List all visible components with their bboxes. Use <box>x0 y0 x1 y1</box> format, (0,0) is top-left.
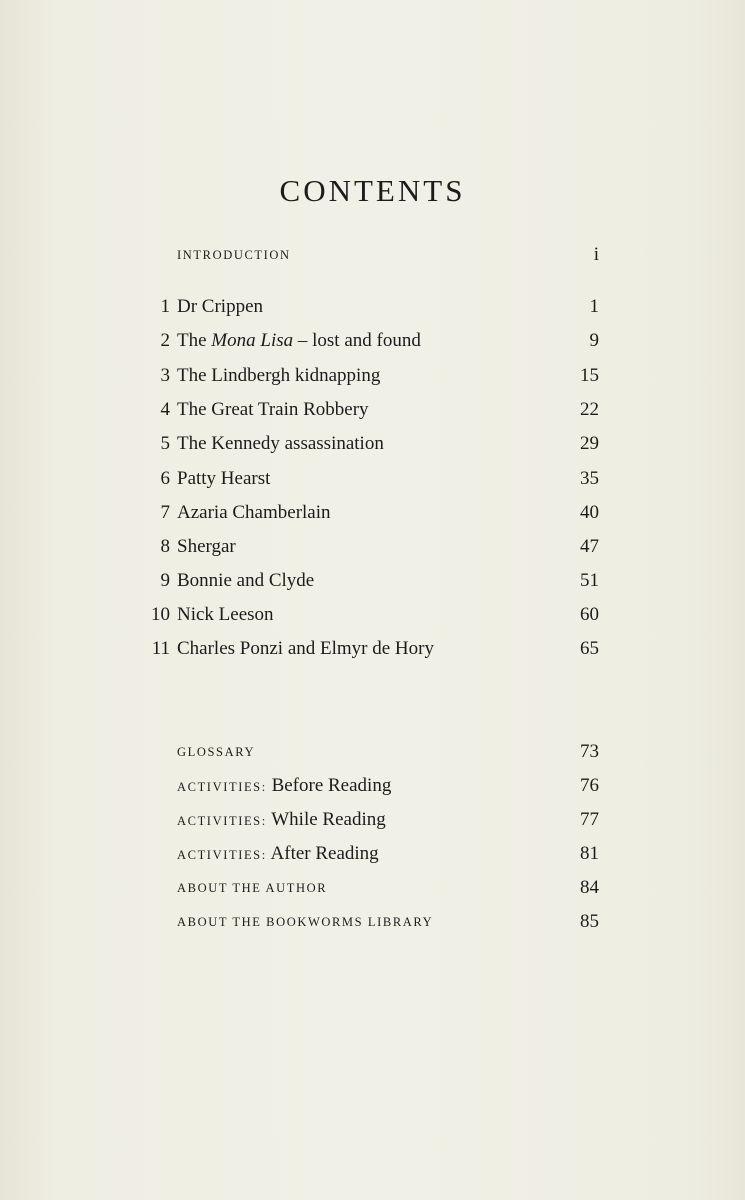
chapter-page: 60 <box>580 604 599 625</box>
chapter-title: The Great Train Robbery <box>177 399 369 420</box>
toc-chapter-7 <box>0 498 745 528</box>
toc-chapter-11 <box>0 634 745 664</box>
chapter-title: Nick Leeson <box>177 604 274 625</box>
chapter-number: 5 <box>160 433 170 454</box>
toc-entry-page: i <box>593 244 599 265</box>
toc-entry-page: 76 <box>580 775 599 796</box>
chapter-title-suffix: – lost and found <box>293 330 421 351</box>
toc-chapter-4 <box>0 395 745 425</box>
chapter-number: 4 <box>160 399 170 420</box>
toc-entry-activities-while <box>0 805 745 835</box>
chapter-page: 1 <box>589 296 599 317</box>
toc-chapter-2 <box>0 326 745 356</box>
toc-entry-glossary <box>0 737 745 767</box>
chapter-title <box>177 326 421 356</box>
toc-entry-activities-before <box>0 771 745 801</box>
toc-entry-page: 77 <box>580 809 599 830</box>
toc-entry-label: ABOUT THE BOOKWORMS LIBRARY <box>177 915 434 929</box>
toc-entry-page: 85 <box>580 911 599 932</box>
chapter-page: 47 <box>580 536 599 557</box>
toc-entry-prefix: ACTIVITIES: <box>177 780 267 794</box>
toc-entry-label <box>177 839 379 870</box>
toc-chapter-3 <box>0 361 745 391</box>
chapter-title-prefix: The <box>177 330 212 351</box>
chapter-title: Dr Crippen <box>177 296 264 317</box>
chapter-page: 29 <box>580 433 599 454</box>
toc-chapter-10 <box>0 600 745 630</box>
toc-entry-introduction <box>0 240 745 270</box>
chapter-title: Patty Hearst <box>177 468 271 489</box>
chapter-number: 10 <box>151 604 170 625</box>
toc-chapter-5 <box>0 429 745 459</box>
chapter-title: Charles Ponzi and Elmyr de Hory <box>177 638 434 659</box>
chapter-number: 11 <box>151 638 170 659</box>
toc-entry-about-author <box>0 873 745 903</box>
toc-entry-label: ABOUT THE AUTHOR <box>177 881 328 895</box>
toc-entry-page: 73 <box>580 741 599 762</box>
chapter-title: The Lindbergh kidnapping <box>177 365 381 386</box>
toc-entry-label: GLOSSARY <box>177 745 256 759</box>
toc-entry-label-text: Before Reading <box>271 775 392 796</box>
chapter-number: 1 <box>160 296 170 317</box>
toc-entry-activities-after <box>0 839 745 869</box>
toc-entry-prefix: ACTIVITIES: <box>177 814 267 828</box>
toc-entry-label-text: While Reading <box>271 809 386 830</box>
toc-entry-about-library <box>0 907 745 937</box>
toc-entry-label-text: After Reading <box>270 843 379 864</box>
chapter-page: 9 <box>589 330 599 351</box>
chapter-page: 65 <box>580 638 599 659</box>
chapter-number: 9 <box>160 570 170 591</box>
chapter-title: Azaria Chamberlain <box>177 502 331 523</box>
toc-chapter-9 <box>0 566 745 596</box>
chapter-page: 40 <box>580 502 599 523</box>
chapter-page: 51 <box>580 570 599 591</box>
chapter-number: 6 <box>160 468 170 489</box>
chapter-title: Bonnie and Clyde <box>177 570 315 591</box>
chapter-number: 8 <box>160 536 170 557</box>
toc-entry-prefix: ACTIVITIES: <box>177 848 267 862</box>
toc-entry-label: INTRODUCTION <box>177 248 291 262</box>
toc-entry-label <box>177 771 391 802</box>
toc-entry-label <box>177 805 386 836</box>
chapter-number: 2 <box>160 330 170 351</box>
toc-chapter-6 <box>0 464 745 494</box>
toc-chapter-8 <box>0 532 745 562</box>
contents-heading: CONTENTS <box>279 172 466 208</box>
chapter-number: 7 <box>160 502 170 523</box>
chapter-title: The Kennedy assassination <box>177 433 384 454</box>
chapter-number: 3 <box>160 365 170 386</box>
toc-entry-page: 84 <box>580 877 599 898</box>
toc-entry-page: 81 <box>580 843 599 864</box>
chapter-page: 35 <box>580 468 599 489</box>
toc-chapter-1 <box>0 292 745 322</box>
chapter-page: 22 <box>580 399 599 420</box>
chapter-title-italic: Mona Lisa <box>211 330 294 351</box>
chapter-page: 15 <box>580 365 599 386</box>
chapter-title: Shergar <box>177 536 236 557</box>
